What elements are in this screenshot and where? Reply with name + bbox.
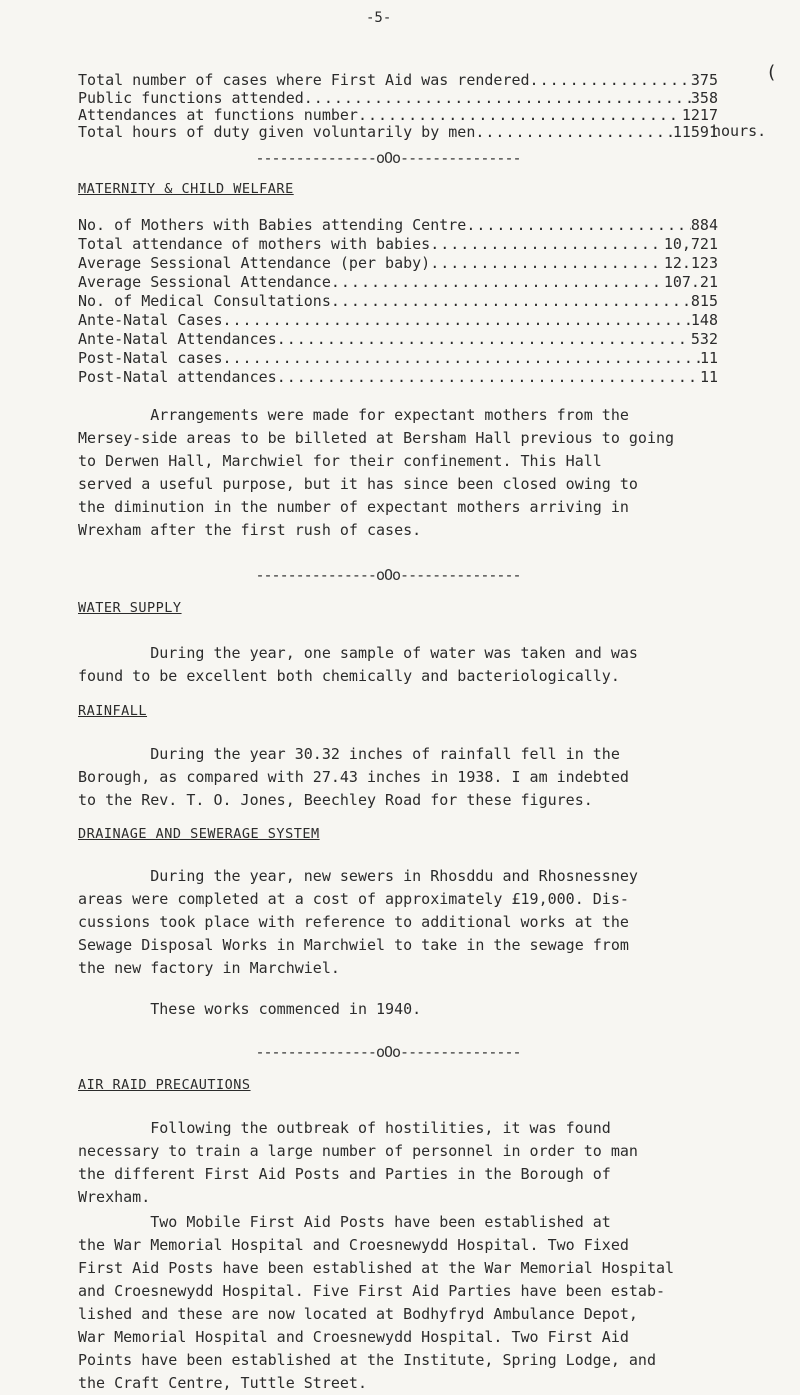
drainage-paragraph: During the year, new sewers in Rhosddu and Rhosnessney areas were completed at a cost of approximately £19,000. Dis- cussions took place with reference to additional works at the Sewage Disposal Works in Marchwiel to take in the sewage from the new factory in Marchwiel. (78, 867, 638, 977)
stat-row (78, 329, 718, 349)
stat-row (78, 234, 718, 254)
stat-value: 375 (690, 71, 718, 89)
stat-value: 532 (690, 330, 718, 348)
separator: ---------------oOo--------------- (255, 1043, 521, 1061)
separator: ---------------oOo--------------- (255, 566, 521, 584)
air-raid-paragraph-2: Two Mobile First Aid Posts have been established at the War Memorial Hospital and Croesnewydd Hospital. Two Fixed First Aid Posts have been established at the War Memorial Hospital and Croesnewydd Hospital. Five First Aid Parties have been estab- lished and these are now located at Bodhyfryd Ambulance Depot, War Memorial Hospital and Croesnewydd Hospital. Two First Aid Points have been established at the Institute, Spring Lodge, and the Craft Centre, Tuttle Street. (78, 1213, 675, 1392)
separator: ---------------oOo--------------- (255, 149, 521, 167)
drainage-paragraph-2: These works commenced in 1940. (78, 1000, 422, 1018)
stat-label: Public functions attended (78, 89, 304, 107)
air-raid-paragraph: Following the outbreak of hostilities, it was found necessary to train a large number of personnel in order to man the different First Aid Posts and Parties in the Borough of Wrexham. (78, 1119, 638, 1206)
stat-label: Average Sessional Attendance (78, 273, 331, 291)
stat-label: Ante-Natal Cases (78, 311, 223, 329)
section-heading-maternity: MATERNITY & CHILD WELFARE (78, 181, 294, 197)
stat-row (78, 70, 718, 90)
stat-value: 884 (690, 216, 718, 234)
stat-label: No. of Medical Consultations (78, 292, 331, 310)
stat-label: Attendances at functions number (78, 106, 358, 124)
water-paragraph: During the year, one sample of water was taken and was found to be excellent both chemically and bacteriologically. (78, 644, 638, 685)
stat-value: 10,721 (663, 235, 718, 253)
stat-label: Total attendance of mothers with babies (78, 235, 431, 253)
stat-label: Ante-Natal Attendances (78, 330, 277, 348)
stat-value: 11 (699, 349, 718, 367)
stat-label: Post-Natal cases (78, 349, 223, 367)
page-number: -5- (366, 10, 392, 26)
stat-row (78, 253, 718, 273)
stat-label: No. of Mothers with Babies attending Centre (78, 216, 467, 234)
margin-mark: ( (766, 62, 777, 83)
stat-value: 358 (690, 89, 718, 107)
stat-value: 107.21 (663, 273, 718, 291)
section-heading-rainfall: RAINFALL (78, 703, 148, 719)
stat-value: 148 (690, 311, 718, 329)
stat-label: Total hours of duty given voluntarily by men (78, 123, 476, 141)
stat-value: 12.123 (663, 254, 718, 272)
stat-row (78, 291, 718, 311)
stat-row (78, 122, 718, 142)
stat-label: Post-Natal attendances (78, 368, 277, 386)
stat-row (78, 348, 718, 368)
stat-row (78, 272, 718, 292)
stat-row (78, 367, 718, 387)
section-heading-drainage: DRAINAGE AND SEWERAGE SYSTEM (78, 826, 320, 842)
section-heading-air-raid: AIR RAID PRECAUTIONS (78, 1077, 251, 1093)
hours-unit: hours. (712, 122, 767, 140)
stat-row (78, 310, 718, 330)
stat-row (78, 215, 718, 235)
section-heading-water: WATER SUPPLY (78, 600, 182, 616)
stat-label: Total number of cases where First Aid was rendered (78, 71, 530, 89)
stat-value: 1217 (681, 106, 718, 124)
rainfall-paragraph: During the year 30.32 inches of rainfall fell in the Borough, as compared with 27.43 inches in 1938. I am indebted to the Rev. T. O. Jones, Beechley Road for these figures. (78, 745, 629, 809)
stat-value: 11591 (672, 123, 718, 141)
stat-label: Average Sessional Attendance (per baby) (78, 254, 431, 272)
stat-value: 815 (690, 292, 718, 310)
stat-value: 11 (699, 368, 718, 386)
maternity-paragraph: Arrangements were made for expectant mothers from the Mersey-side areas to be billeted at Bersham Hall previous to going to Derwen Hall, Marchwiel for their confinement. This Hall served a useful purpose, but it has since been closed owing to the diminution in the number of expectant mothers arriving in Wrexham after the first rush of cases. (78, 406, 675, 539)
